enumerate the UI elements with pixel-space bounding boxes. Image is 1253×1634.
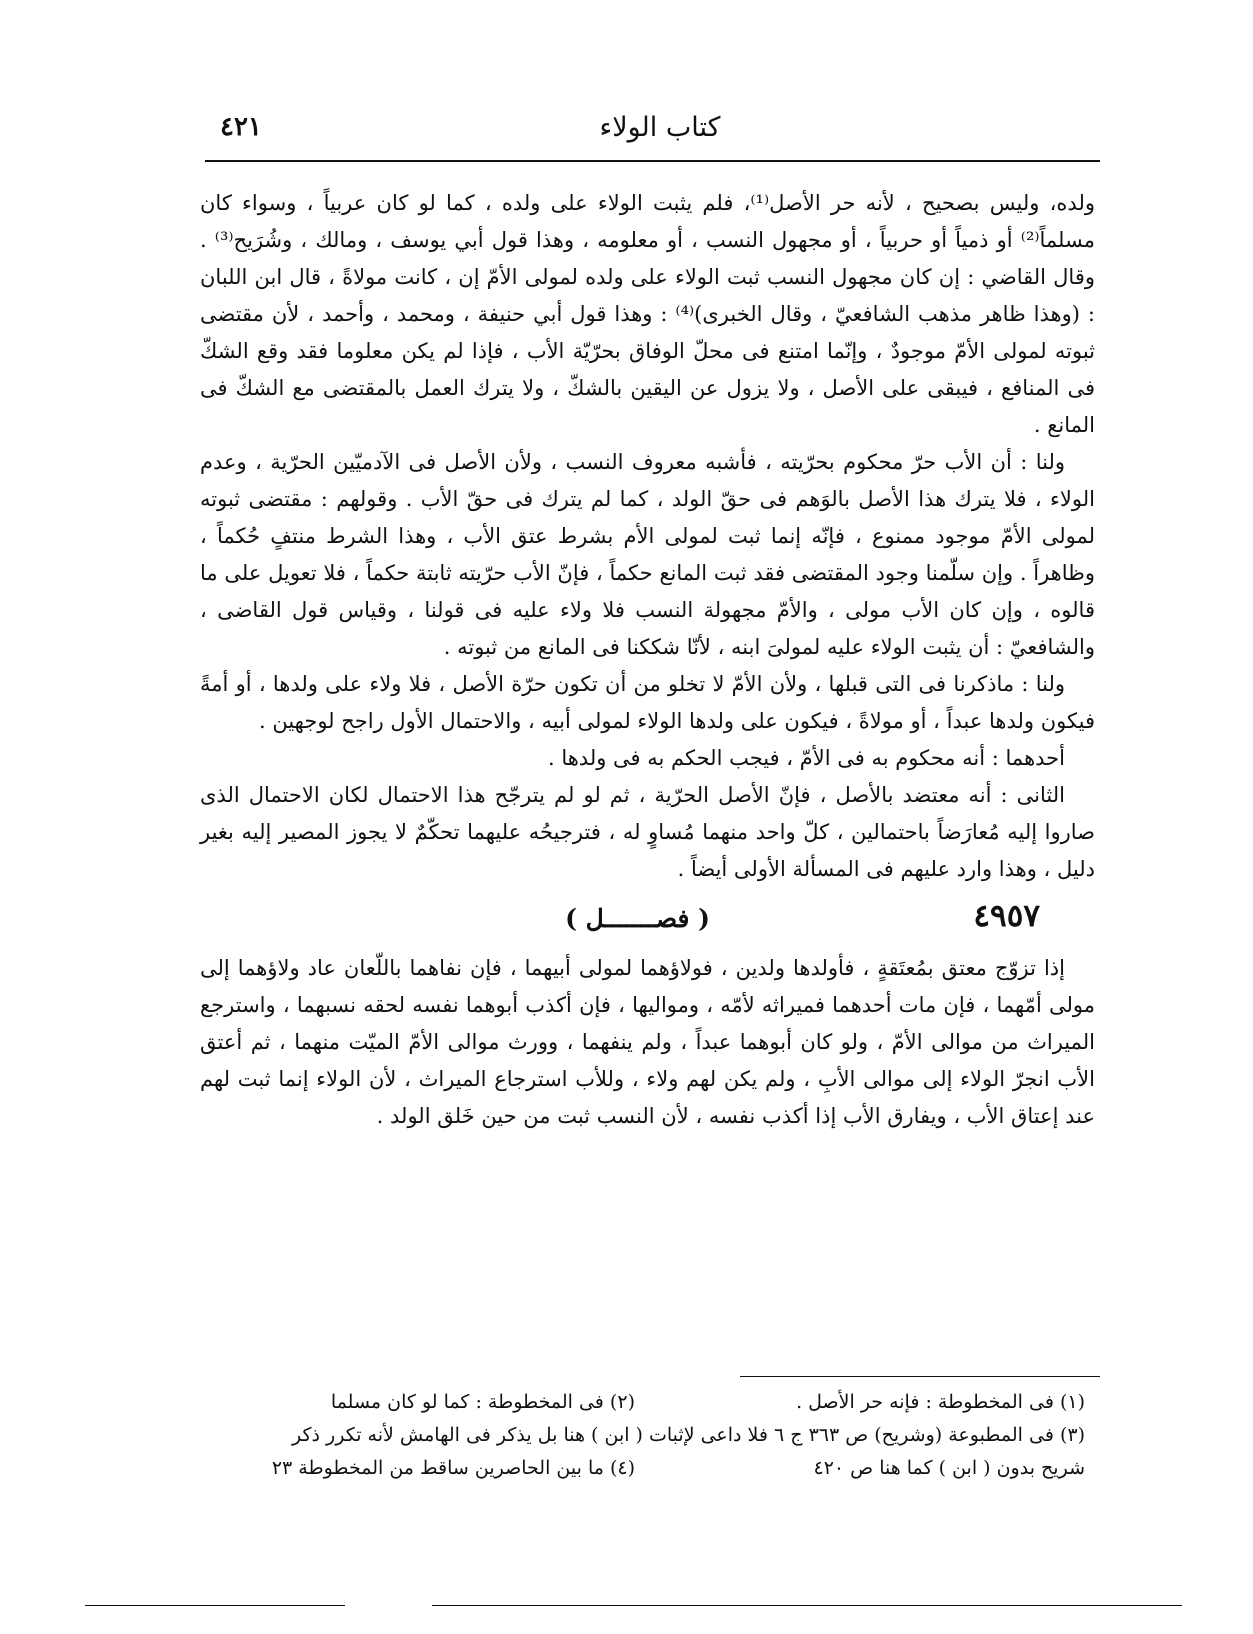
footnote-3-continuation: شريح بدون ( ابن ) كما هنا ص ٤٢٠ <box>813 1457 1085 1479</box>
page-number: ٤٢١ <box>220 112 262 142</box>
footnote-row <box>200 1386 1095 1419</box>
section-number: ٤٩٥٧ <box>973 898 1040 934</box>
footnotes <box>200 1386 1095 1485</box>
footnote-1: (١) فى المخطوطة : فإنه حر الأصل . <box>796 1391 1085 1413</box>
main-text <box>200 185 1095 1135</box>
paragraph: ولنا : أن الأب حرّ محكوم بحرّيته ، فأشبه معروف النسب ، ولأن الأصل فى الآدميّين الحرّية ، وعدم الولاء ، فلا يترك هذا الأصل بالوَهم فى حقّ الولد ، كما لم يترك فى حقّ الأب . وقولهم : مقتضى ثبوته لمولى الأمّ موجود ممنوع ، فإنّه إنما ثبت لمولى الأم بشرط عتق الأب ، وهذا الشرط منتفٍ حُكماً ، وظاهراً . وإن سلّمنا وجود المقتضى فقد ثبت المانع حكماً ، فإنّ الأب حرّيته ثابتة حكماً ، فلا تعويل على ما قالوه ، وإن كان الأب مولى ، والأمّ مجهولة النسب فلا ولاء عليه فى قولنا ، وقياس قول القاضى ، والشافعيّ : أن يثبت الولاء عليه لمولىَ ابنه ، لأنّا شككنا فى المانع من ثبوته . <box>200 450 1095 659</box>
bottom-rule <box>432 1605 1182 1606</box>
paragraph: ولده، وليس بصحيح ، لأنه حر الأصل⁽¹⁾، فلم يثبت الولاء على ولده ، كما لو كان عربياً ، وسواء كان مسلماً⁽²⁾ أو ذمياً أو حربياً ، أو مجهول النسب ، أو معلومه ، وهذا قول أبي يوسف ، ومالك ، وشُرَيح⁽³⁾ . وقال القاضي : إن كان مجهول النسب ثبت الولاء على ولده لمولى الأمّ إن ، كانت مولاةً ، قال ابن اللبان : (وهذا ظاهر مذهب الشافعيّ ، وقال الخبرى)⁽⁴⁾ : وهذا قول أبي حنيفة ، ومحمد ، وأحمد ، لأن مقتضى ثبوته لمولى الأمّ موجودٌ ، وإنّما امتنع فى محلّ الوفاق بحرّيّة الأب ، فإذا لم يكن معلوما فقد وقع الشكّ فى المنافع ، فيبقى على الأصل ، ولا يزول عن اليقين بالشكّ ، ولا يترك العمل بالمقتضى مع الشكّ فى المانع . <box>200 191 1095 437</box>
footnote-4: (٤) ما بين الحاصرين ساقط من المخطوطة ٢٣ <box>271 1457 635 1479</box>
paragraph: ولنا : ماذكرنا فى التى قبلها ، ولأن الأمّ لا تخلو من أن تكون حرّة الأصل ، فلا ولاء على ولدها ، أو أمةً فيكون ولدها عبداً ، أو مولاةً ، فيكون على ولدها الولاء لمولى أبيه ، والاحتمال الأول راجح لوجهين . <box>200 672 1095 733</box>
footnote-2: (٢) فى المخطوطة : كما لو كان مسلما <box>330 1391 635 1413</box>
running-title: كتاب الولاء <box>599 112 721 143</box>
section-title: ( فصـــــــل ) <box>565 904 710 933</box>
bottom-rule <box>85 1605 345 1606</box>
section-paragraph: إذا تزوّج معتق بمُعتَقةٍ ، فأولدها ولدين ، فولاؤهما لمولى أبيهما ، فإن نفاهما باللّعان عاد ولاؤهما إلى مولى أمّهما ، فإن مات أحدهما فميراثه لأمّه ، ومواليها ، فإن أكذب أبوهما نفسه لحقه نسبهما ، واسترجع الميراث من موالى الأمّ ، ولو كان أبوهما عبداً ، ولم ينفهما ، وورث موالى الأمّ الميّت منهما ، ثم أعتق الأب انجرّ الولاء إلى موالى الأبِ ، ولم يكن لهم ولاء ، وللأب استرجاع الميراث ، لأن الولاء إنما ثبت لهم عند إعتاق الأب ، ويفارق الأب إذا أكذب نفسه ، لأن النسب ثبت من حين خَلق الولد . <box>200 956 1095 1128</box>
paragraph: أحدهما : أنه محكوم به فى الأمّ ، فيجب الحكم به فى ولدها . <box>547 746 1065 770</box>
section-heading <box>200 894 1095 946</box>
page-header <box>220 112 1100 152</box>
header-rule <box>205 160 1100 162</box>
paragraph: الثانى : أنه معتضد بالأصل ، فإنّ الأصل الحرّية ، ثم لو لم يترجّح هذا الاحتمال لكان الاحتمال الذى صاروا إليه مُعارَضاً باحتمالين ، كلّ واحد منهما مُساوٍ له ، فترجيحُه عليهما تحكّمٌ لا يجوز المصير إليه بغير دليل ، وهذا وارد عليهم فى المسألة الأولى أيضاً . <box>200 783 1095 881</box>
footnote-3: (٣) فى المطبوعة (وشريح) ص ٣٦٣ ج ٦ فلا داعى لإثبات ( ابن ) هنا بل يذكر فى الهامش لأنه تكرر ذكر <box>292 1424 1085 1446</box>
footnote-rule <box>740 1376 1100 1377</box>
footnote-row <box>200 1452 1095 1485</box>
